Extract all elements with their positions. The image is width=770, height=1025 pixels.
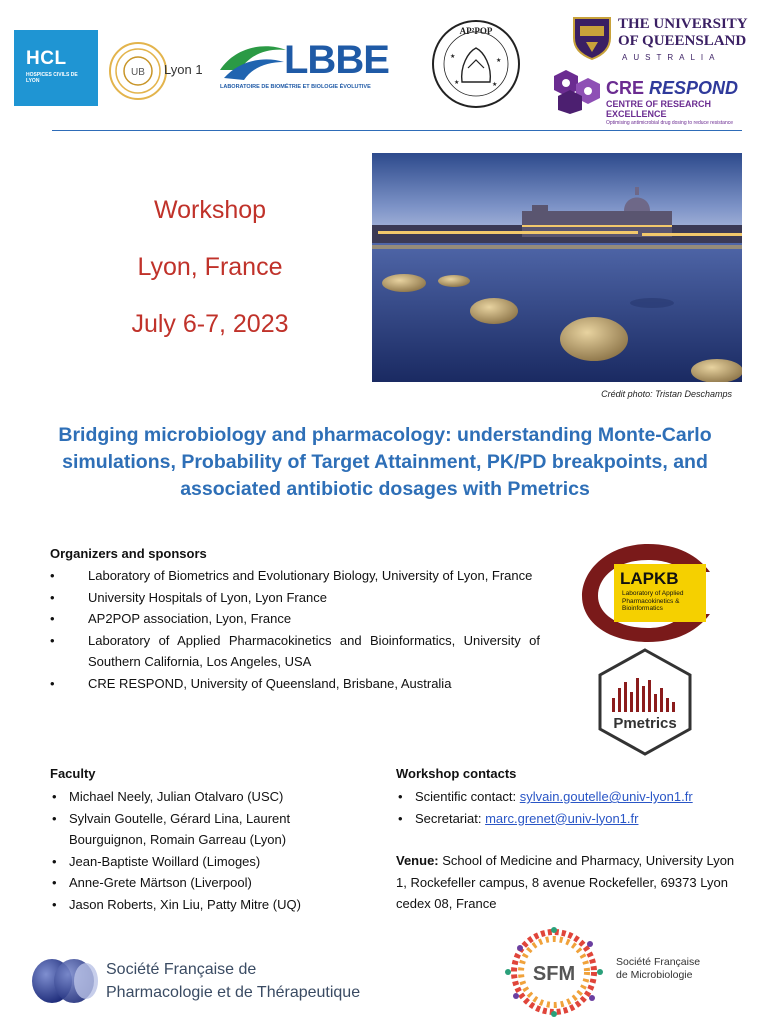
- hcl-logo: [14, 30, 98, 106]
- list-item: • AP2POP association, Lyon, France: [50, 608, 540, 630]
- lbbe-wave-icon: [218, 40, 288, 86]
- scientific-contact-email-link[interactable]: sylvain.goutelle@univ-lyon1.fr: [519, 789, 693, 804]
- secretariat-email-link[interactable]: marc.grenet@univ-lyon1.fr: [485, 810, 639, 826]
- sfpt-logo: [30, 954, 100, 1006]
- sfm-line1: Société Française: [616, 956, 701, 968]
- list-item: • Jason Roberts, Xin Liu, Patty Mitre (UQ): [50, 894, 350, 916]
- venue-info: [396, 850, 746, 915]
- scientific-contact-label: Scientific contact:: [415, 789, 520, 804]
- ap2pop-name: AP²POP: [459, 26, 493, 36]
- uq-line3: AUSTRALIA: [622, 53, 721, 62]
- cre-respond-icon: [552, 68, 604, 114]
- svg-text:★: ★: [496, 58, 502, 64]
- lyon-riverside-photo: [372, 153, 742, 382]
- svg-text:★: ★: [454, 80, 460, 86]
- sfm-logo: [500, 924, 608, 1020]
- photo-credit: Crédit photo: Tristan Deschamps: [601, 389, 732, 399]
- sfm-line2: de Microbiologie: [616, 969, 693, 981]
- svg-text:UB: UB: [131, 67, 145, 78]
- list-item: • University Hospitals of Lyon, Lyon France: [50, 587, 540, 609]
- faculty-heading: Faculty: [50, 766, 96, 781]
- lyon1-seal-icon: [108, 38, 168, 104]
- ap2pop-seal: [430, 18, 522, 110]
- hero-workshop: Workshop: [153, 196, 267, 224]
- list-item: • CRE RESPOND, University of Queensland, Brisbane, Australia: [50, 673, 540, 695]
- pmetrics-logo: [596, 648, 694, 756]
- hcl-logo-name: HCL: [26, 48, 67, 69]
- header-divider: [52, 130, 742, 131]
- svg-text:★: ★: [492, 82, 498, 88]
- lyon1-label: Lyon 1: [164, 62, 203, 77]
- list-item: • Sylvain Goutelle, Gérard Lina, Laurent Bourguignon, Romain Garreau (Lyon): [50, 808, 350, 851]
- list-item: • Laboratory of Biometrics and Evolutionary Biology, University of Lyon, France: [50, 565, 540, 587]
- workshop-title: Bridging microbiology and pharmacology: understanding Monte-Carlo simulations, Probability of Target Attainment, PK/PD breakpoints, and associated antibiotic dosages with Pmetrics: [58, 424, 712, 500]
- lapkb-logo: [578, 540, 714, 646]
- organizers-heading: Organizers and sponsors: [50, 546, 207, 561]
- list-item: • Jean-Baptiste Woillard (Limoges): [50, 851, 350, 873]
- hero-dates: July 6-7, 2023: [131, 310, 289, 338]
- uq-line2: OF QUEENSLAND: [618, 33, 747, 49]
- venue-label: Venue:: [396, 853, 439, 868]
- uq-wordmark: [618, 16, 758, 62]
- cre-name-b: RESPOND: [649, 78, 739, 98]
- contacts-heading: Workshop contacts: [396, 766, 517, 781]
- lyon1-logo: [108, 38, 208, 104]
- lbbe-logo: [218, 40, 404, 96]
- sfpt-line2: Pharmacologie et de Thérapeutique: [106, 984, 361, 1001]
- sfm-wordmark: [616, 956, 700, 982]
- secretariat-label: Secretariat:: [415, 810, 486, 826]
- hero-location: Lyon, France: [137, 253, 283, 281]
- svg-text:★: ★: [450, 54, 456, 60]
- lapkb-subtitle: Laboratory of Applied Pharmacokinetics & Bioinformatics: [622, 590, 684, 612]
- lbbe-wordmark: LBBE: [284, 38, 389, 82]
- secretariat-contact: [396, 808, 756, 830]
- pmetrics-name: Pmetrics: [613, 715, 677, 732]
- organizers-list: [50, 565, 540, 694]
- sfm-abbr: SFM: [532, 963, 576, 985]
- list-item: • Anne-Grete Märtson (Liverpool): [50, 872, 350, 894]
- uq-line1: THE UNIVERSITY: [618, 16, 748, 32]
- sfpt-wordmark: [106, 958, 360, 1004]
- venue-text: School of Medicine and Pharmacy, University Lyon 1, Rockefeller campus, 8 avenue Rockefeller, 69373 Lyon cedex 08, France: [396, 853, 735, 911]
- contacts-list: [396, 786, 756, 829]
- list-item: • Michael Neely, Julian Otalvaro (USC): [50, 786, 350, 808]
- cre-tagline: Optimising antimicrobial drug dosing to reduce resistance: [606, 120, 734, 126]
- lbbe-subtitle: LABORATOIRE DE BIOMÉTRIE ET BIOLOGIE ÉVOLUTIVE: [220, 84, 371, 90]
- sfpt-line1: Société Française de: [106, 961, 257, 978]
- lapkb-name: LAPKB: [620, 569, 679, 588]
- faculty-list: [50, 786, 350, 915]
- scientific-contact: [396, 786, 756, 808]
- cre-respond-wordmark: [606, 78, 766, 126]
- cre-name-a: CRE: [606, 78, 645, 98]
- list-item: • Laboratory of Applied Pharmacokinetics and Bioinformatics, University of Southern California, Los Angeles, USA: [50, 630, 540, 673]
- hcl-logo-sub: HOSPICES CIVILS DE LYON: [26, 72, 78, 84]
- cre-subtitle: CENTRE OF RESEARCH EXCELLENCE: [606, 99, 712, 119]
- uq-shield-icon: [572, 16, 612, 60]
